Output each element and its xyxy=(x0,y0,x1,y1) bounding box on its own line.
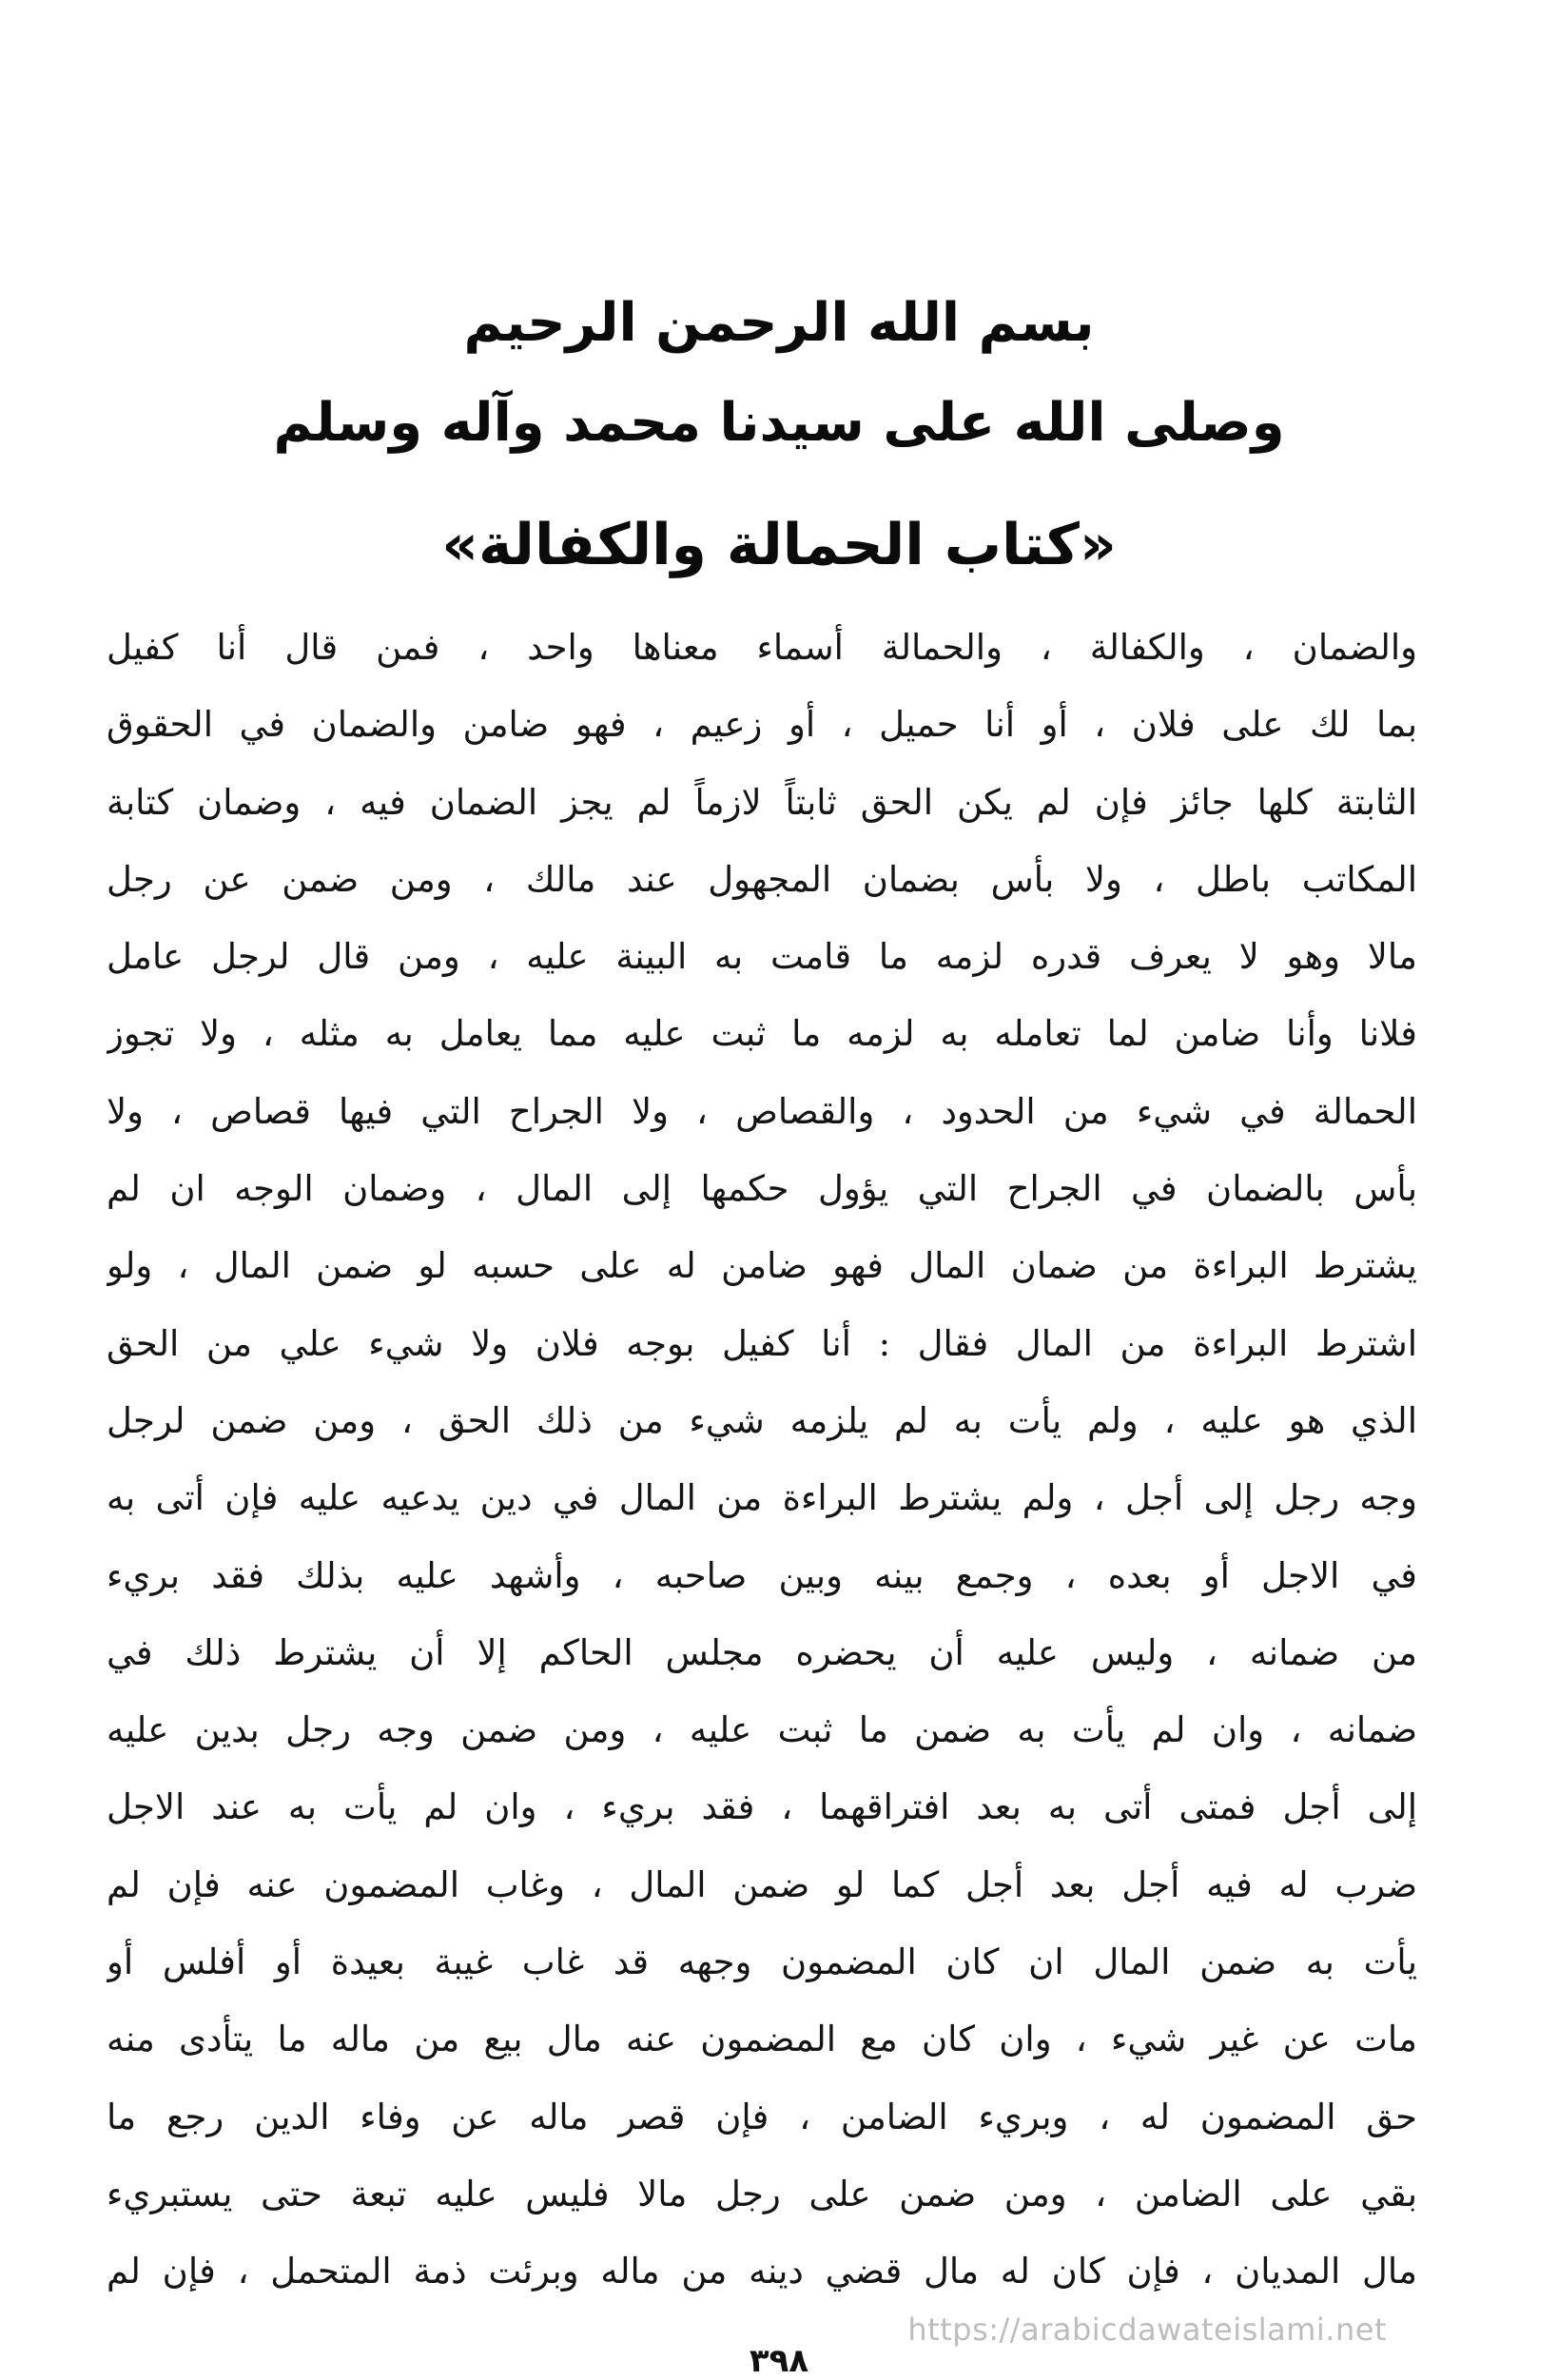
text-line: في الاجل أو بعده ، وجمع بينه وبين صاحبه ، وأشهد عليه بذلك فقد بريء xyxy=(107,1554,1417,1596)
page-number: ٣٩٨ xyxy=(749,2342,809,2380)
text-line: يشترط البراءة من ضمان المال فهو ضامن له على حسبه لو ضمن المال ، ولو xyxy=(107,1245,1417,1287)
text-line: المكاتب باطل ، ولا بأس بضمان المجهول عند مالك ، ومن ضمن عن رجل xyxy=(107,858,1417,900)
body-text xyxy=(107,609,1417,2311)
text-line: إلى أجل فمتى أتى به بعد افتراقهما ، فقد بريء ، وان لم يأت به عند الاجل xyxy=(107,1786,1417,1828)
text-line: الذي هو عليه ، ولم يأت به لم يلزمه شيء من ذلك الحق ، ومن ضمن لرجل xyxy=(107,1399,1417,1441)
text-line: بقي على الضامن ، ومن ضمن على رجل مالا فليس عليه تبعة حتى يستبريء xyxy=(107,2173,1417,2214)
text-line: الحمالة في شيء من الحدود ، والقصاص ، ولا الجراح التي فيها قصاص ، ولا xyxy=(107,1090,1417,1132)
text-line: من ضمانه ، وليس عليه أن يحضره مجلس الحاكم إلا أن يشترط ذلك في xyxy=(107,1631,1417,1673)
text-line: مال المديان ، فإن كان له مال قضي دينه من ماله وبرئت ذمة المتحمل ، فإن لم xyxy=(107,2251,1417,2292)
basmala-heading: بسم الله الرحمن الرحيم xyxy=(463,292,1095,354)
text-line: بما لك على فلان ، أو أنا حميل ، أو زعيم ، فهو ضامن والضمان في الحقوق xyxy=(107,704,1417,746)
text-line: ضمانه ، وان لم يأت به ضمن ما ثبت عليه ، ومن ضمن وجه رجل بدين عليه xyxy=(107,1709,1417,1751)
text-line: اشترط البراءة من المال فقال : أنا كفيل بوجه فلان ولا شيء علي من الحق xyxy=(107,1322,1417,1364)
text-line: حق المضمون له ، وبريء الضامن ، فإن قصر ماله عن وفاء الدين رجع ما xyxy=(107,2096,1417,2137)
text-line: مات عن غير شيء ، وان كان مع المضمون عنه مال بيع من ماله ما يتأدى منه xyxy=(107,2019,1417,2060)
salat-heading: وصلى الله على سيدنا محمد وآله وسلم xyxy=(273,392,1285,454)
text-line: يأت به ضمن المال ان كان المضمون وجهه قد غاب غيبة بعيدة أو أفلس أو xyxy=(107,1941,1417,1983)
text-line: مالا وهو لا يعرف قدره لزمه ما قامت به البينة عليه ، ومن قال لرجل عامل xyxy=(107,936,1417,978)
text-line: بأس بالضمان في الجراح التي يؤول حكمها إلى المال ، وضمان الوجه ان لم xyxy=(107,1168,1417,1210)
text-line: وجه رجل إلى أجل ، ولم يشترط البراءة من المال في دين يدعيه عليه فإن أتى به xyxy=(107,1477,1417,1519)
text-line: فلانا وأنا ضامن لما تعامله به لزمه ما ثبت عليه مما يعامل به مثله ، ولا تجوز xyxy=(107,1013,1417,1055)
chapter-title: «كتاب الحمالة والكفالة» xyxy=(441,512,1117,578)
text-line: الثابتة كلها جائز فإن لم يكن الحق ثابتاً لازماً لم يجز الضمان فيه ، وضمان كتابة xyxy=(107,781,1417,823)
website-watermark: https://arabicdawateislami.net xyxy=(907,2312,1387,2348)
text-line: ضرب له فيه أجل بعد أجل كما لو ضمن المال ، وغاب المضمون عنه فإن لم xyxy=(107,1863,1417,1905)
text-line: والضمان ، والكفالة ، والحمالة أسماء معناها واحد ، فمن قال أنا كفيل xyxy=(107,627,1417,668)
